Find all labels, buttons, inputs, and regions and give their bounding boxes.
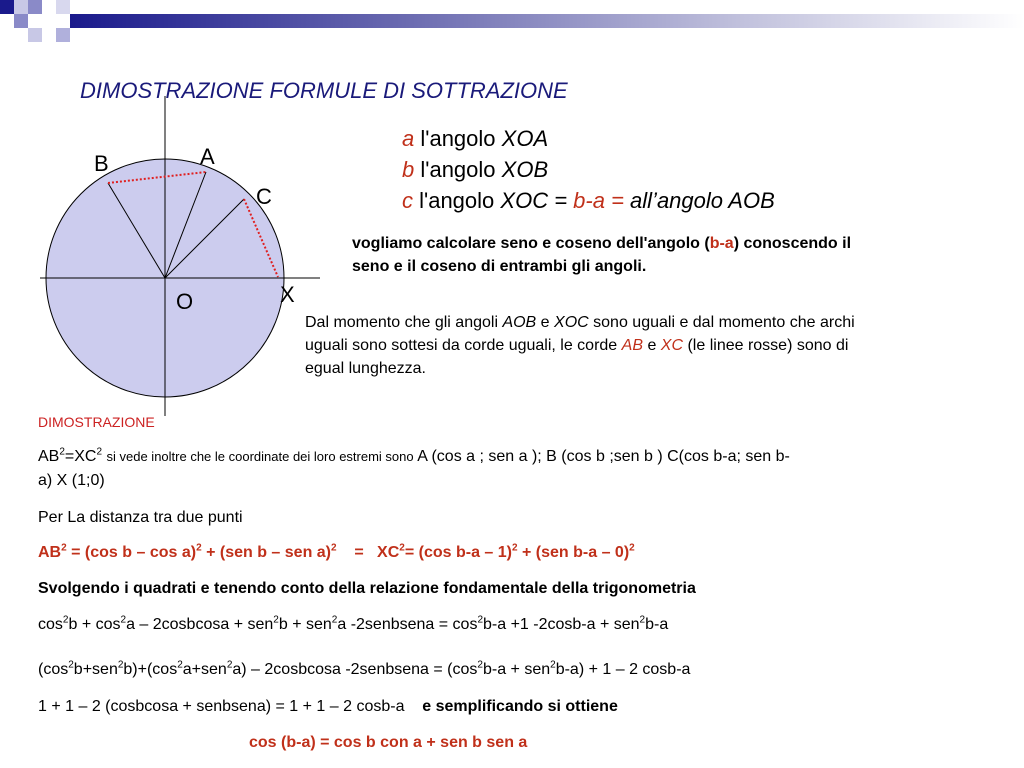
deco-square-light <box>14 14 28 28</box>
unit-circle-diagram <box>40 96 330 416</box>
def-b-letter: b <box>402 157 415 182</box>
proof-text: b)+(cos <box>123 661 178 678</box>
def-b-text: l'angolo <box>420 157 496 182</box>
proof-line-3 <box>38 544 635 562</box>
def-c-name: XOC <box>500 188 549 213</box>
def-a-letter: a <box>402 126 415 151</box>
superscript: 2 <box>226 659 233 671</box>
final-result: cos (b-a) = cos b con a + sen b sen a <box>249 734 528 751</box>
aim-text-1: vogliamo calcolare seno e coseno dell'angolo ( <box>352 235 710 252</box>
proof-text: a) – 2cosbcosa -2senbsena = (cos <box>232 661 478 678</box>
superscript: 2 <box>477 614 483 626</box>
superscript: 2 <box>117 659 124 671</box>
superscript: 2 <box>511 542 518 554</box>
proof-heading: DIMOSTRAZIONE <box>38 414 155 430</box>
superscript: 2 <box>61 542 67 554</box>
reason-text: (le linee rosse) sono di <box>683 337 849 354</box>
header-band <box>0 0 1024 48</box>
reason-text: e <box>536 314 555 331</box>
superscript: 2 <box>120 614 127 626</box>
def-a <box>402 126 548 152</box>
proof-text: b+sen <box>73 661 118 678</box>
deco-square-mid <box>28 0 42 14</box>
proof-text: b + sen <box>278 616 332 633</box>
deco-square-light <box>28 28 42 42</box>
def-b-name: XOB <box>501 157 549 182</box>
deco-square-light <box>14 0 28 14</box>
proof-text: AB <box>38 544 62 561</box>
proof-text: AB <box>38 448 60 465</box>
superscript: 2 <box>68 659 74 671</box>
def-c-expr: b-a <box>573 188 605 213</box>
superscript: 2 <box>196 542 202 554</box>
angle-aob: AOB <box>502 314 537 331</box>
angle-xoc: XOC <box>554 314 589 331</box>
proof-text: a – 2cosbcosa + sen <box>126 616 274 633</box>
superscript: 2 <box>639 614 646 626</box>
proof-line-5 <box>38 616 668 634</box>
point-label-x: X <box>280 282 295 307</box>
reason-text: sono uguali e dal momento che archi <box>588 314 855 331</box>
point-label-c: C <box>256 184 272 209</box>
reason-text: uguali sono sottesi da corde uguali, le corde <box>305 337 622 354</box>
proof-text: = (cos b – cos a) <box>66 544 197 561</box>
proof-text: b + cos <box>68 616 121 633</box>
proof-line-1b: a) X (1;0) <box>38 472 105 489</box>
def-c-eq1: = <box>548 188 574 213</box>
proof-text: = (cos b-a – 1) <box>404 544 512 561</box>
proof-text: a -2senbsena = cos <box>337 616 478 633</box>
def-a-name: XOA <box>501 126 549 151</box>
proof-text: + (sen b – sen a) <box>201 544 332 561</box>
proof-line-4: Svolgendo i quadrati e tenendo conto della relazione fondamentale della trigonometria <box>38 580 696 597</box>
superscript: 2 <box>477 659 483 671</box>
deco-square-navy <box>0 0 14 14</box>
reason-text: egual lunghezza. <box>305 360 426 377</box>
aim-text-line2: seno e il coseno di entrambi gli angoli. <box>352 258 647 275</box>
def-c-tail: all’angolo AOB <box>630 188 775 213</box>
proof-text: b-a +1 -2cosb-a + sen <box>483 616 640 633</box>
reason-paragraph <box>305 311 855 380</box>
superscript: 2 <box>59 446 65 458</box>
superscript: 2 <box>550 659 556 671</box>
proof-text: A (cos a ; sen a ); B (cos b ;sen b ) C(cos b-a; sen b- <box>417 448 790 465</box>
proof-text: + (sen b-a – 0) <box>517 544 630 561</box>
proof-small-text: si vede inoltre che le coordinate dei loro estremi sono <box>106 449 418 464</box>
def-c <box>402 188 775 214</box>
superscript: 2 <box>273 614 279 626</box>
reason-text: Dal momento che gli angoli <box>305 314 503 331</box>
proof-line-1 <box>38 448 790 466</box>
def-b <box>402 157 548 183</box>
proof-line-2: Per La distanza tra due punti <box>38 509 243 526</box>
proof-text: b-a <box>645 616 669 633</box>
aim-text-2: ) conoscendo il <box>733 235 852 252</box>
superscript: 2 <box>629 542 635 554</box>
proof-text: b-a + sen <box>482 661 551 678</box>
def-c-text: l'angolo <box>419 188 495 213</box>
point-label-b: B <box>94 151 109 176</box>
aim-text-highlight: b-a <box>709 235 734 252</box>
proof-text-bold: e semplificando si ottiene <box>422 698 618 715</box>
deco-square-light <box>56 0 70 14</box>
superscript: 2 <box>177 659 183 671</box>
slide-title: DIMOSTRAZIONE FORMULE DI SOTTRAZIONE <box>80 78 568 103</box>
deco-square-mid <box>56 28 70 42</box>
chord-ab-label: AB <box>621 337 643 354</box>
def-a-text: l'angolo <box>420 126 496 151</box>
chord-xc-label: XC <box>660 337 684 354</box>
proof-text: a+sen <box>182 661 227 678</box>
def-c-eq2: = <box>604 188 631 213</box>
proof-text: 1 + 1 – 2 (cosbcosa + senbsena) = 1 + 1 – 2 cosb-a <box>38 698 423 715</box>
aim-paragraph <box>352 232 851 278</box>
superscript: 2 <box>331 542 337 554</box>
superscript: 2 <box>331 614 338 626</box>
proof-text: b-a) + 1 – 2 cosb-a <box>555 661 691 678</box>
superscript: 2 <box>399 542 405 554</box>
proof-text: (cos <box>38 661 69 678</box>
reason-text: e <box>643 337 661 354</box>
def-c-letter: c <box>402 188 413 213</box>
header-gradient-bar <box>70 14 1024 28</box>
point-label-o: O <box>176 289 194 314</box>
proof-line-6 <box>38 661 690 679</box>
proof-text: = XC <box>336 544 400 561</box>
proof-text: cos <box>38 616 63 633</box>
proof-text: =XC <box>64 448 97 465</box>
superscript: 2 <box>62 614 69 626</box>
proof-line-7 <box>38 698 618 716</box>
superscript: 2 <box>96 446 103 458</box>
point-label-a: A <box>200 144 215 169</box>
